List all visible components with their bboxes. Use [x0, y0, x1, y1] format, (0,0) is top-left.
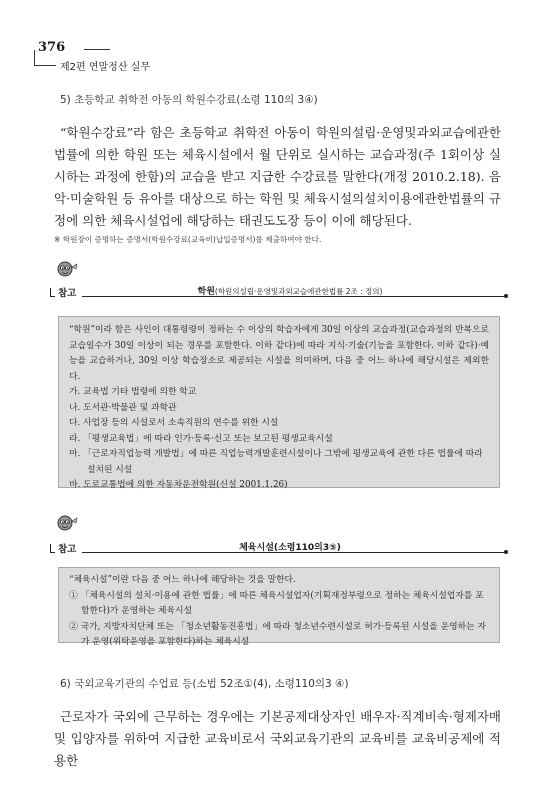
ref2-content-box — [58, 567, 500, 647]
page-number: 376 — [38, 40, 66, 55]
section-5-heading-text: 5) 초등학교 취학전 아동의 학원수강료 — [60, 94, 237, 106]
section-6-heading — [60, 676, 349, 691]
ref1-item: 다. 사업장 등의 시설로서 소속직원의 연수를 위한 시설 — [69, 418, 279, 428]
ref2-label: 참고 — [58, 544, 77, 555]
reference-mascot-icon — [54, 258, 80, 284]
header-bracket-horizontal — [34, 65, 56, 66]
ref2-title-text: 체육시설 — [239, 543, 274, 553]
ref1-item: 가. 교육법 기타 법령에 의한 학교 — [69, 387, 197, 397]
ref1-item: 바. 도로교통법에 의한 자동차운전학원(신설 2001.1.26) — [69, 480, 288, 490]
ref2-rule-dot — [504, 550, 508, 554]
ref2-item: ② 국가, 지방자치단체 또는 「청소년활동진흥법」에 따라 청소년수련시설로 허가·등록된 시설을 운영하는 자가 운영(위탁운영을 포함한다)하는 체육시설 — [69, 621, 486, 647]
header-rule — [84, 49, 110, 50]
ref2-title — [120, 540, 460, 553]
chapter-title: 제2편 연말정산 실무 — [60, 62, 150, 73]
ref1-item: 나. 도서관·박물관 및 과학관 — [69, 402, 177, 413]
mascot-icon — [54, 258, 80, 280]
ref1-label: 참고 — [58, 288, 77, 299]
reference-mascot-icon-2 — [54, 512, 80, 538]
ref1-title-text: 학원 — [197, 287, 215, 297]
section-6-heading-ref: (소법 52조①(4), 소령110의3 ④) — [192, 678, 349, 690]
ref2-title-detail: (소령110의3⑤) — [273, 543, 341, 553]
ref2-item: ① 「체육시설의 설치·이용에 관한 법률」에 따른 체육시설업자(기획재정부령으로 정하는 체육시설업자를 포함한다)가 운영하는 체육시설 — [69, 590, 484, 616]
section-5-note: ※ 학원장이 증명하는 증명서(학원수강료(교육비)납입증명서)를 제출하여야 한다. — [54, 235, 322, 244]
ref1-title-detail: (학원의설립·운영및과외교습에관한법률 2조 : 정의) — [214, 287, 383, 296]
ref1-rule-dot — [504, 294, 508, 298]
ref1-label-bracket — [50, 288, 55, 297]
section-6-paragraph: 근로자가 국외에 근무하는 경우에는 기본공제대상자인 배우자·직계비속·형제자매 및 입양자를 위하여 지급한 교육비로서 국외교육기관의 교육비를 교육비공제에 적용한 — [54, 709, 501, 768]
section-5-heading — [60, 92, 318, 107]
section-6-heading-text: 6) 국외교육기관의 수업료 등 — [60, 678, 193, 690]
ref1-item: 마. 「근로자직업능력 개발법」에 따른 직업능력개발훈련시설이나 그밖에 평생교육에 관한 다른 법률에 따라 설치된 시설 — [69, 449, 483, 475]
ref1-item: 라. 「평생교육법」에 따라 인가·등록·신고 또는 보고된 평생교육시설 — [69, 433, 333, 444]
header-bracket-vertical — [34, 50, 35, 66]
ref2-label-bracket — [50, 544, 55, 553]
ref1-content-box — [58, 316, 500, 488]
ref1-title — [120, 284, 460, 297]
ref2-intro: “체육시설”이란 다음 중 어느 하나에 해당하는 것을 말한다. — [69, 575, 296, 585]
section-5-paragraph: “학원수강료”라 함은 초등학교 취학전 아동이 학원의설립·운영및과외교습에관한법률에 의한 학원 또는 체육시설에서 월 단위로 실시하는 교습과정(주 1회이상 실시하는 과정에 한함)의 교습을 받고 지급한 수강료를 말한다(개정 2010.2.18). 음악·미술학원 등 유아를 대상으로 하는 학원 및 체육시설의설치이용에관한법률의 규정에 의한 체육시설업에 해당하는 태권도도장 등이 이에 해당된다. — [54, 125, 501, 228]
mascot-icon — [54, 512, 80, 534]
ref1-intro: “학원”이라 함은 사인이 대통령령이 정하는 수 이상의 학습자에게 30일 이상의 교습과정(교습과정의 반복으로 교습일수가 30일 이상이 되는 경우를 포함한다. 이하 같다)에 따라 지식·기술(기능을 포함한다. 이하 같다)·예능을 교습하거나, 30일 이상 학습장소로 제공되는 시설을 의미하며, 다음 중 어느 하나에 해당시설은 제외한다. — [69, 325, 489, 382]
section-5-heading-ref: (소령 110의 3④) — [236, 94, 318, 106]
